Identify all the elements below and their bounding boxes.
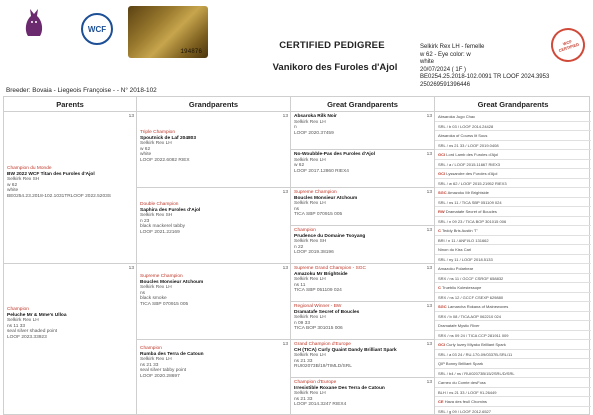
great-grandparent-cell: 13 No-Woubble-Pas des Furoles d'Ajol Selkirk Rex LH w 62 LOOF 2017.12860 RIEX4 xyxy=(291,150,435,188)
certified-stamp: WCF CERTIFIED xyxy=(547,24,590,67)
ggg-text: BRI / n 11 / ANFI/LO 131662 xyxy=(438,237,489,243)
ggg-title: C xyxy=(438,285,441,290)
cat-name: Vanikoro des Furoles d'Ajol xyxy=(272,62,398,73)
ggg-row xyxy=(435,179,591,189)
ggg-text: Absaroka Jugo Chac xyxy=(438,114,476,119)
ggg-text: SRL / b4 / ns / RUI02073B/15/2SRL/D/SRL xyxy=(438,370,515,376)
ggg-row xyxy=(435,169,591,179)
ggg-text: SRL / ny 11 / LOOF 2018.5133 xyxy=(438,256,493,262)
ggg-row xyxy=(435,302,591,312)
ggg-title: C xyxy=(438,228,441,233)
ggg-row xyxy=(435,369,591,379)
ggg-row xyxy=(435,350,591,360)
ggg-row xyxy=(435,245,591,255)
ggg-row xyxy=(435,312,591,322)
cat-name-label: Peluche Mr & Mme's Ulloa xyxy=(7,312,67,318)
subject-line: white xyxy=(420,59,435,66)
grandparent-cell: 13 Supreme Champion Boucles Monsieur Atchoum Selkirk Rex LH ns black smoke TICA SBP 070915 005 xyxy=(137,264,291,340)
ggg-text: QIP Bonny Brilliant Spark xyxy=(438,361,484,366)
ggg-text: Amazoku Mr Brightside xyxy=(447,190,489,195)
ggg-text: Lyssandre des Furoles d'Ajol xyxy=(446,171,498,176)
ggg-row xyxy=(435,321,591,331)
ggg-text: SRX / ns 12 / GCCF CSEXP 629880 xyxy=(438,294,504,300)
ggg-row xyxy=(435,160,591,170)
ggg-text: BLH / ns 21 33 / LOOF 91.26449 xyxy=(438,389,497,395)
great-grandparent-cell: 13 Grand Champion d'Europe CH (TICA) Curly Quaint Dandy Brilliant Spark Selkirk Rex LH ns 21 33 RUI02073B/19/TIMLD/SRL xyxy=(291,340,435,378)
cat-logo-icon xyxy=(22,6,46,40)
ggg-text: Curly Iozey Miyako Brilliant Spark xyxy=(446,342,506,347)
ggg-row xyxy=(435,331,591,341)
grandparent-cell: 13 Champion Rumba des Terra de Catoun Selkirk Rex LH ns 21 33 seal silver tabby point LOOF 2020.28697 xyxy=(137,340,291,415)
ggg-row xyxy=(435,188,591,198)
wcf-logo-icon xyxy=(80,12,114,46)
great-grandparent-cell: 13 Champion Prudence du Domaine Tsoyang Selkirk Rex SH n 22 LOOF 2019.38196 xyxy=(291,226,435,264)
breeder-line: Breeder: Bovaia - Liegeois Françoise - - N° 2018-102 xyxy=(6,87,157,94)
ggg-text: Truebliu Kolestessope xyxy=(441,285,482,290)
ggg-row xyxy=(435,217,591,227)
ggg-text: SRL / a 03 24 / RU-170-09/0337B-SRL/11 xyxy=(438,351,513,357)
ggg-text: SRL / a / LOOF 2015.11667 RIEX3 xyxy=(438,161,501,167)
great-grandparent-cell: 13 Supreme Champion Boucles Monsieur Atchoum Selkirk Rex LH ns TICA SBP 070915 005 xyxy=(291,188,435,226)
ggg-row xyxy=(435,283,591,293)
great-grandparent-cell: 13 Supreme Grand Champion - SGC Amazoku Mr Brightside Selkirk Rex LH ns 11 TICA SBP 051109 024 xyxy=(291,264,435,302)
great-grandparent-cell: 13 Champion d'Europe Irresistible Roxane Des Terra de Catoun Selkirk Rex LH ns 21 33 LOOF 2014.3247 RIEX4 xyxy=(291,378,435,415)
certificate-title: CERTIFIED PEDIGREE xyxy=(279,40,385,51)
subject-line: w 62 - Eye color: w xyxy=(420,51,471,58)
ggg-text: SRL / ns 21 33 / LOOF 2019.0408 xyxy=(438,142,499,148)
ggg-row xyxy=(435,207,591,217)
ggg-text: SRX / ns 11 / GCCF CSRGF 658832 xyxy=(438,275,504,281)
subject-line: 250269591396446 xyxy=(420,81,471,88)
ggg-row xyxy=(435,236,591,246)
ggg-row xyxy=(435,264,591,274)
ggg-row xyxy=(435,141,591,151)
ggg-text: Absaroka of Courss lit Sous xyxy=(438,133,488,138)
ggg-title: RW xyxy=(438,209,445,214)
certificate-header xyxy=(0,0,593,94)
column-header-great-grandparents: Great Grandparents xyxy=(291,97,435,112)
ggg-text: Hava des feull Chomins xyxy=(444,399,487,404)
svg-text:WCF: WCF xyxy=(87,25,107,34)
ggg-row xyxy=(435,293,591,303)
ggg-row xyxy=(435,131,591,141)
ggg-title: SGC xyxy=(438,304,447,309)
ggg-title: GCI xyxy=(438,152,446,157)
ggg-row xyxy=(435,340,591,350)
cat-name-label: BW 2022 WCF Titan des Furoles d'Ajol xyxy=(7,171,95,177)
seal-number: 194876 xyxy=(180,48,202,55)
grandparent-cell: 13 Triple Champion Spoutnick de Laf 204803 Selkirk Rex LH w 62 white LOOF 2022.6082 RIEX xyxy=(137,112,291,188)
ggg-row xyxy=(435,150,591,160)
parent-sire: 13 Champion du Monde BW 2022 WCF Titan des Furoles d'Ajol Selkirk Rex SH w 62 white BE0254.23.2018-102.1031TRLOOF 2022.5203S xyxy=(4,112,137,264)
title-badge: Champion xyxy=(7,307,29,312)
parent-dam: 13 Champion Peluche Mr & Mme's Ulloa Selkirk Rex LH ns 11 33 seal silver shaded point LOOF 2023.33923 xyxy=(4,264,137,415)
ggg-row xyxy=(435,255,591,265)
ggg-text: SRL / b 03 / LOOF 2014.24428 xyxy=(438,123,494,129)
ggg-row xyxy=(435,274,591,284)
gold-seal xyxy=(128,6,208,58)
ggg-text: SRL / n 09 23 / TICA BOP 301015 006 xyxy=(438,218,507,224)
subject-line: Selkirk Rex LH - femelle xyxy=(420,44,485,50)
ggg-row xyxy=(435,198,591,208)
subject-line: BE0254.25.2018-102.0091 TR LOOF 2024.3953 xyxy=(420,74,550,81)
ggg-text: Dramatafe Secret of Boucles xyxy=(445,209,497,214)
ggg-text: Carneo du Comte desFoss xyxy=(438,380,486,385)
ggg-row xyxy=(435,112,591,122)
ggg-row xyxy=(435,359,591,369)
ggg-title: SGC xyxy=(438,190,447,195)
column-header-grandparents: Grandparents xyxy=(137,97,291,112)
ggg-row xyxy=(435,226,591,236)
ggg-title: GCI xyxy=(438,342,446,347)
pedigree-table xyxy=(3,96,590,415)
ggg-text: SRX / b 08 / TICA AOP 062210 024 xyxy=(438,313,502,319)
ggg-text: SRL / ns 11 / TICA SBP 051109 024 xyxy=(438,199,502,205)
title-badge: Champion du Monde xyxy=(7,166,52,171)
ggg-title: CE xyxy=(438,399,444,404)
ggg-text: SRL / g 09 / LOOF 2012.6527 xyxy=(438,408,491,414)
subject-line: 20/07/2024 ( 1F ) xyxy=(420,66,467,73)
great-grandparent-cell: 13 Regional Winner - BW Dramatafe Secret of Boucles Selkirk Rex LH n 09 33 TICA BOP 301015 006 xyxy=(291,302,435,340)
ggg-row xyxy=(435,407,591,415)
ggg-row xyxy=(435,378,591,388)
ggg-text: Amazoku Polarbear xyxy=(438,266,474,271)
ggg-text: Lord Lamb des Furoles d'Ajol xyxy=(446,152,499,157)
ggg-text: SRL / w 62 / LOOF 2015.21952 RIEX3 xyxy=(438,180,507,186)
ggg-row xyxy=(435,397,591,407)
ggg-row xyxy=(435,388,591,398)
ggg-text: Dramatafe Mystic River xyxy=(438,323,480,328)
ggg-text: Ninon du Kiss Carl xyxy=(438,247,472,252)
column-header-parents: Parents xyxy=(4,97,137,112)
ggg-row xyxy=(435,122,591,132)
ggg-title: GCI xyxy=(438,171,446,176)
grandparent-cell: 13 Double Champion Saphira des Furoles d'Ajol Selkirk Rex SH n 23 black mackerel tabby LOOF 2021.22169 xyxy=(137,188,291,264)
great-grandparent-cell: 13 Absaroka Rilk Noir Selkirk Rex LH n LOOF 2020.37459 xyxy=(291,112,435,150)
ggg-text: SRX / ns 09 24 / TICA CCP 281911 009 xyxy=(438,332,509,338)
ggg-text: Teddy Bris Austin 'T' xyxy=(441,228,478,233)
column-header-great-great-grandparents: Great Grandparents xyxy=(435,97,591,112)
ggg-text: Lamarcha Rokana of Mainewoves xyxy=(447,304,509,309)
